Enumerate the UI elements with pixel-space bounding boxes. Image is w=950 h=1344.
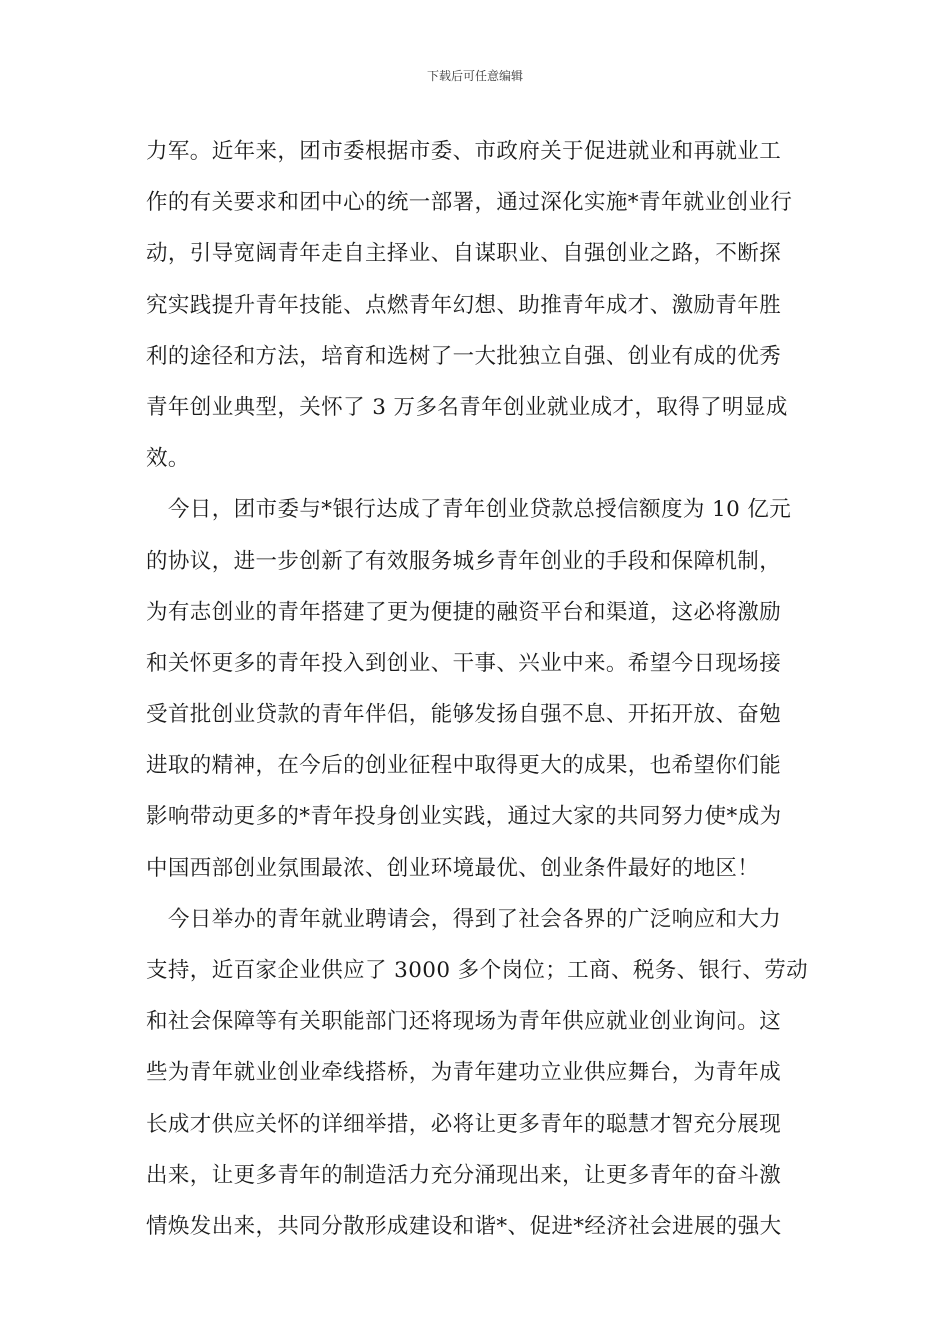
text-line: 的协议，进一步创新了有效服务城乡青年创业的手段和保障机制， (146, 548, 782, 574)
paragraph-first-line: 今日举办的青年就业聘请会，得到了社会各界的广泛响应和大力 (168, 906, 782, 932)
text-line: 动，引导宽阔青年走自主择业、自谋职业、自强创业之路，不断探 (146, 241, 782, 267)
text-line: 影响带动更多的*青年投身创业实践，通过大家的共同努力使*成为 (146, 804, 782, 830)
document-body (146, 126, 809, 1252)
text-line: 受首批创业贷款的青年伴侣，能够发扬自强不息、开拓开放、奋勉 (146, 702, 782, 728)
text-line: 为有志创业的青年搭建了更为便捷的融资平台和渠道，这必将激励 (146, 599, 782, 625)
text-line: 力军。近年来，团市委根据市委、市政府关于促进就业和再就业工 (146, 139, 782, 164)
text-line: 支持，近百家企业供应了 3000 多个岗位；工商、税务、银行、劳动 (146, 958, 809, 983)
text-line: 作的有关要求和团中心的统一部署，通过深化实施*青年就业创业行 (146, 190, 793, 216)
text-line: 情焕发出来，共同分散形成建设和谐*、促进*经济社会进展的强大 (146, 1213, 782, 1239)
text-line: 究实践提升青年技能、点燃青年幻想、助推青年成才、激励青年胜 (146, 292, 782, 318)
paragraph-first-line: 今日，团市委与*银行达成了青年创业贷款总授信额度为 10 亿元 (168, 497, 792, 523)
text-line: 出来，让更多青年的制造活力充分涌现出来，让更多青年的奋斗激 (146, 1162, 782, 1188)
text-line: 青年创业典型，关怀了 3 万多名青年创业就业成才，取得了明显成 (146, 394, 788, 420)
text-line: 长成才供应关怀的详细举措，必将让更多青年的聪慧才智充分展现 (146, 1111, 782, 1137)
text-line: 和社会保障等有关职能部门还将现场为青年供应就业创业询问。这 (146, 1009, 782, 1035)
text-line: 中国西部创业氛围最浓、创业环境最优、创业条件最好的地区！ (146, 855, 760, 881)
text-line: 利的途径和方法，培育和选树了一大批独立自强、创业有成的优秀 (146, 343, 782, 369)
text-line: 进取的精神，在今后的创业征程中取得更大的成果，也希望你们能 (146, 753, 782, 779)
page-header: 下载后可任意编辑 (426, 69, 523, 83)
text-line: 些为青年就业创业牵线搭桥，为青年建功立业供应舞台，为青年成 (146, 1060, 782, 1086)
text-line: 和关怀更多的青年投入到创业、干事、兴业中来。希望今日现场接 (146, 650, 782, 676)
text-line: 效。 (146, 446, 190, 472)
